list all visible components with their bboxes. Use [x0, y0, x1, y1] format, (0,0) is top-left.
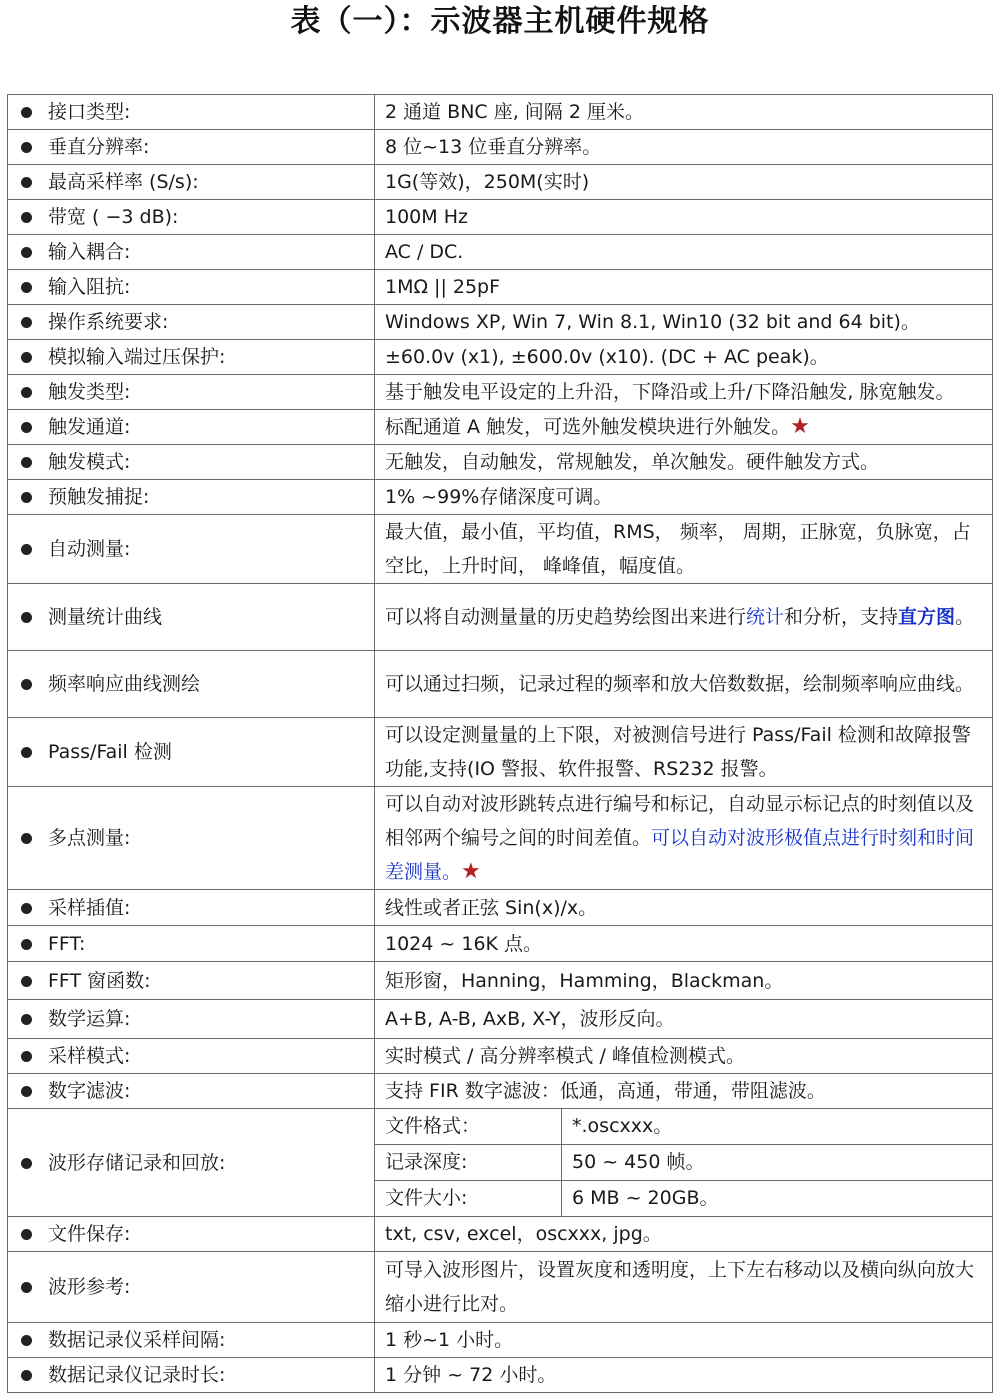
- table-row: [8, 445, 993, 480]
- spec-value-highlight: 可以自动对波形极值点进行时刻和时间差测量。: [385, 827, 975, 883]
- spec-label: 模拟输入端过压保护:: [44, 340, 375, 375]
- spec-label: 触发通道:: [44, 410, 375, 445]
- spec-value: 和分析，支持: [784, 606, 899, 628]
- spec-value: 实时模式 / 高分辨率模式 / 峰值检测模式。: [375, 1039, 993, 1074]
- spec-label: FFT 窗函数:: [44, 962, 375, 1000]
- table-row: [8, 890, 993, 926]
- spec-label: 多点测量:: [44, 787, 375, 890]
- table-row: [8, 718, 993, 787]
- bullet-icon: [21, 317, 32, 328]
- spec-label: 波形参考:: [44, 1252, 375, 1323]
- sub-value: 6 MB ~ 20GB。: [572, 1187, 719, 1209]
- spec-value: 可以设定测量量的上下限，对被测信号进行 Pass/Fail 检测和故障报警功能,支持(IO 警报、软件报警、RS232 报警。: [375, 718, 993, 787]
- bullet-icon: [21, 1229, 32, 1240]
- spec-value: 基于触发电平设定的上升沿，下降沿或上升/下降沿触发, 脉宽触发。: [375, 375, 993, 410]
- spec-value: 1MΩ || 25pF: [375, 270, 993, 305]
- table-row: [8, 787, 993, 890]
- spec-value: 8 位~13 位垂直分辨率。: [375, 130, 993, 165]
- bullet-icon: [21, 1282, 32, 1293]
- spec-value: 可以通过扫频，记录过程的频率和放大倍数数据，绘制频率响应曲线。: [375, 651, 993, 718]
- spec-label: 频率响应曲线测绘: [44, 651, 375, 718]
- table-row: [8, 1000, 993, 1039]
- spec-label: 垂直分辨率:: [44, 130, 375, 165]
- spec-value: 1% ~99%存储深度可调。: [375, 480, 993, 515]
- spec-value: 矩形窗，Hanning，Hamming，Blackman。: [375, 962, 993, 1000]
- bullet-icon: [21, 1370, 32, 1381]
- table-row: [8, 270, 993, 305]
- bullet-icon: [21, 352, 32, 363]
- spec-value: txt, csv, excel，oscxxx, jpg。: [375, 1217, 993, 1252]
- bullet-icon: [21, 492, 32, 503]
- table-row: [8, 1039, 993, 1074]
- table-row: [8, 1323, 993, 1358]
- table-row: [8, 1358, 993, 1393]
- table-row: [8, 165, 993, 200]
- sub-key: 文件大小:: [375, 1181, 562, 1217]
- bullet-icon: [21, 107, 32, 118]
- bullet-icon: [21, 747, 32, 758]
- bullet-icon: [21, 177, 32, 188]
- bullet-icon: [21, 612, 32, 623]
- spec-value: 1 分钟 ~ 72 小时。: [375, 1358, 993, 1393]
- bullet-icon: [21, 1051, 32, 1062]
- spec-value: 。: [955, 606, 975, 628]
- spec-value: 2 通道 BNC 座, 间隔 2 厘米。: [375, 95, 993, 130]
- spec-value: 可以将自动测量量的历史趋势绘图出来进行: [385, 606, 747, 628]
- spec-label: 数字滤波:: [44, 1074, 375, 1109]
- subtable-row: [375, 1145, 992, 1181]
- bullet-icon: [21, 1086, 32, 1097]
- bullet-icon: [21, 387, 32, 398]
- subtable-row: [375, 1181, 992, 1217]
- spec-label: 输入耦合:: [44, 235, 375, 270]
- storage-subtable: [375, 1109, 992, 1216]
- table-row: [8, 480, 993, 515]
- spec-label: 最高采样率 (S/s):: [44, 165, 375, 200]
- spec-value: 支持 FIR 数字滤波：低通，高通，带通，带阻滤波。: [375, 1074, 993, 1109]
- spec-value: 最大值，最小值，平均值，RMS， 频率， 周期，正脉宽，负脉宽，占空比，上升时间， 峰峰值，幅度值。: [375, 515, 993, 584]
- spec-label: 预触发捕捉:: [44, 480, 375, 515]
- spec-value: ±60.0v (x1), ±600.0v (x10). (DC + AC peak)。: [375, 340, 993, 375]
- spec-value: 可导入波形图片，设置灰度和透明度，上下左右移动以及横向纵向放大缩小进行比对。: [375, 1252, 993, 1323]
- spec-value: 1 秒~1 小时。: [375, 1323, 993, 1358]
- spec-label: FFT:: [44, 926, 375, 962]
- star-icon: ★: [790, 414, 810, 439]
- spec-label: 测量统计曲线: [44, 584, 375, 651]
- spec-value: 标配通道 A 触发，可选外触发模块进行外触发。: [385, 416, 791, 438]
- table-row: [8, 340, 993, 375]
- table-row: [8, 305, 993, 340]
- spec-value: 线性或者正弦 Sin(x)/x。: [375, 890, 993, 926]
- bullet-icon: [21, 1014, 32, 1025]
- star-icon: ★: [461, 859, 481, 884]
- spec-table: [7, 94, 993, 1393]
- bullet-icon: [21, 282, 32, 293]
- bullet-icon: [21, 939, 32, 950]
- bullet-icon: [21, 422, 32, 433]
- table-row: [8, 410, 993, 445]
- sub-key: 文件格式：: [375, 1109, 562, 1145]
- spec-label: 采样模式:: [44, 1039, 375, 1074]
- spec-value-highlight: 直方图: [898, 606, 956, 628]
- spec-label: 触发类型:: [44, 375, 375, 410]
- table-row: [8, 1252, 993, 1323]
- bullet-icon: [21, 679, 32, 690]
- table-row: [8, 926, 993, 962]
- spec-label: 自动测量:: [44, 515, 375, 584]
- spec-label: 带宽 ( −3 dB):: [44, 200, 375, 235]
- table-row: [8, 1109, 993, 1217]
- table-row: [8, 962, 993, 1000]
- bullet-icon: [21, 1158, 32, 1169]
- bullet-icon: [21, 457, 32, 468]
- table-row: [8, 515, 993, 584]
- sub-value: *.oscxxx。: [562, 1109, 993, 1145]
- bullet-icon: [21, 212, 32, 223]
- bullet-icon: [21, 833, 32, 844]
- spec-value: Windows XP, Win 7, Win 8.1, Win10 (32 bit and 64 bit)。: [375, 305, 993, 340]
- table-row: [8, 1074, 993, 1109]
- table-row: [8, 651, 993, 718]
- spec-label: 采样插值:: [44, 890, 375, 926]
- bullet-icon: [21, 976, 32, 987]
- spec-label: 数据记录仪记录时长:: [44, 1358, 375, 1393]
- spec-value: A+B, A-B, AxB, X-Y，波形反向。: [375, 1000, 993, 1039]
- table-row: [8, 235, 993, 270]
- table-row: [8, 130, 993, 165]
- spec-label: Pass/Fail 检测: [44, 718, 375, 787]
- bullet-icon: [21, 903, 32, 914]
- bullet-icon: [21, 544, 32, 555]
- table-row: [8, 1217, 993, 1252]
- spec-label: 文件保存:: [44, 1217, 375, 1252]
- table-row: [8, 200, 993, 235]
- spec-label: 数学运算:: [44, 1000, 375, 1039]
- spec-label: 输入阻抗:: [44, 270, 375, 305]
- spec-label: 波形存储记录和回放:: [44, 1109, 375, 1217]
- spec-value-highlight: 统计: [746, 606, 785, 628]
- table-row: [8, 375, 993, 410]
- sub-key: 记录深度:: [375, 1145, 562, 1181]
- spec-value: AC / DC.: [375, 235, 993, 270]
- bullet-icon: [21, 247, 32, 258]
- spec-value: 无触发，自动触发，常规触发，单次触发。硬件触发方式。: [375, 445, 993, 480]
- bullet-icon: [21, 1335, 32, 1346]
- table-row: [8, 95, 993, 130]
- bullet-icon: [21, 142, 32, 153]
- sub-value: 50 ~ 450 帧。: [562, 1145, 993, 1181]
- spec-label: 接口类型:: [44, 95, 375, 130]
- spec-value: 可以自动对波形跳转点进行编号和标记，自动显示标记点的时刻值以及相邻两个编号之间的时间差值。: [385, 793, 975, 849]
- spec-label: 操作系统要求:: [44, 305, 375, 340]
- spec-value: 100M Hz: [375, 200, 993, 235]
- subtable-row: [375, 1109, 992, 1145]
- spec-label: 数据记录仪采样间隔:: [44, 1323, 375, 1358]
- table-row: [8, 584, 993, 651]
- spec-value: 1024 ~ 16K 点。: [375, 926, 993, 962]
- page-title: 表（一）：示波器主机硬件规格: [290, 4, 710, 39]
- spec-label: 触发模式:: [44, 445, 375, 480]
- spec-value: 1G(等效)，250M(实时): [375, 165, 993, 200]
